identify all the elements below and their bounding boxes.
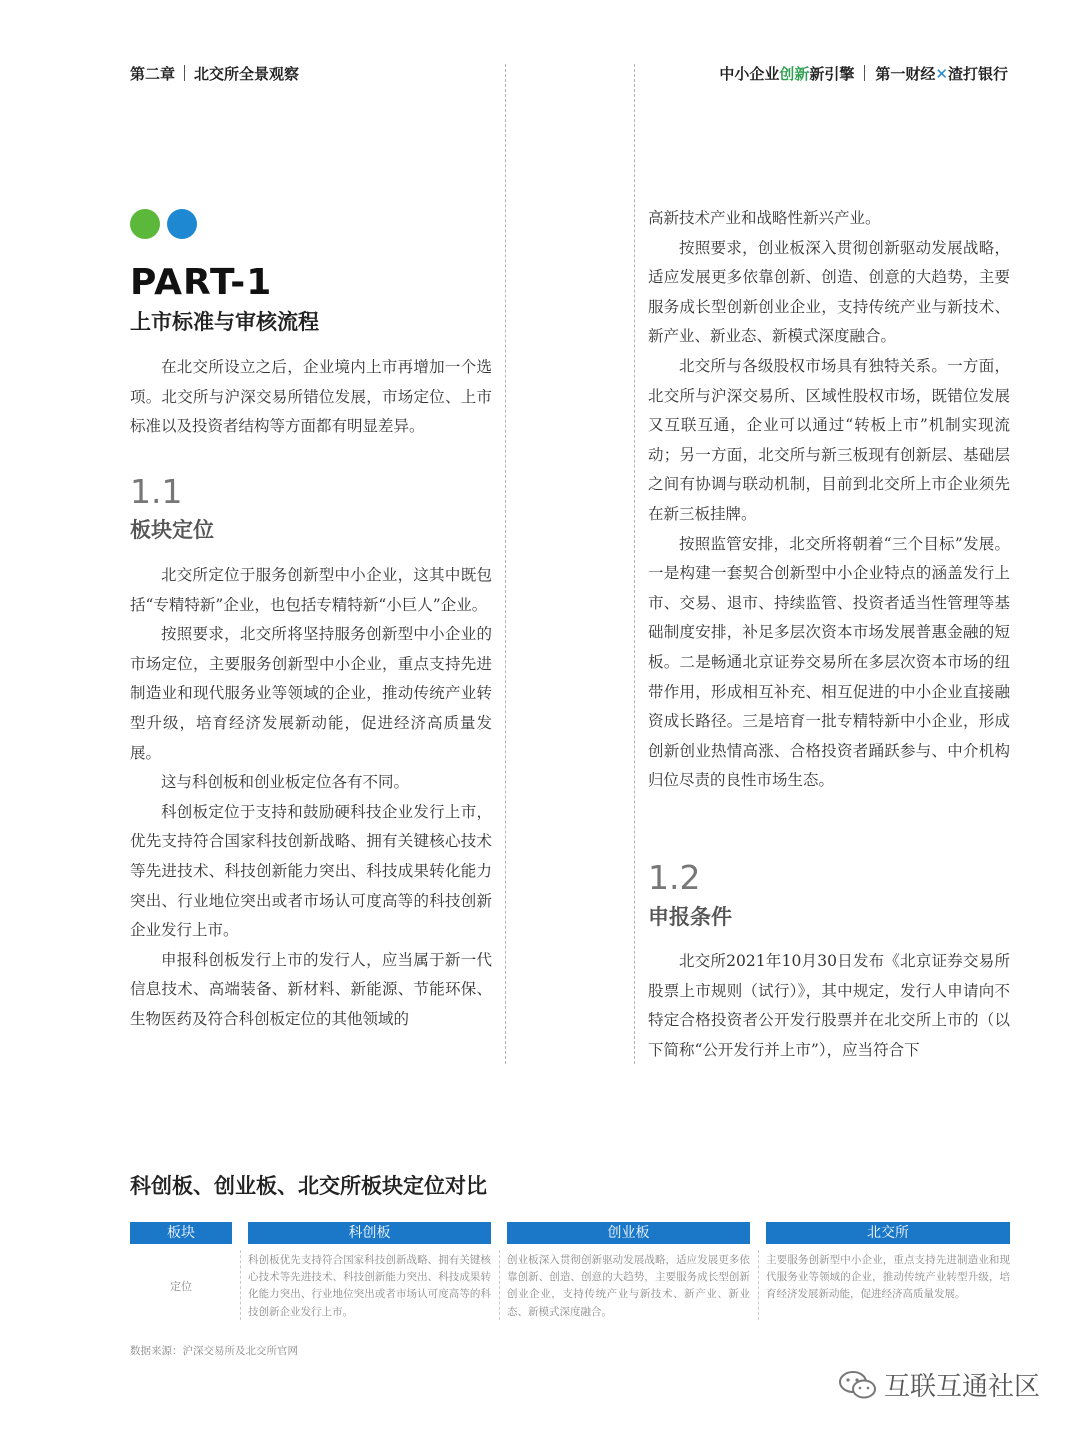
table-header-bse: 北交所 xyxy=(766,1222,1010,1244)
table-cell-divider xyxy=(499,1250,500,1320)
table-cell-chinext: 创业板深入贯彻创新驱动发展战略，适应发展更多依靠创新、创造、创意的大趋势，主要服务成长型创新创业企业，支持传统产业与新技术、新产业、新业态、新模式深度融合。 xyxy=(507,1254,750,1318)
section-title: 申报条件 xyxy=(648,905,732,929)
green-dot-icon xyxy=(130,209,160,239)
watermark xyxy=(838,1366,1040,1403)
section-title: 板块定位 xyxy=(130,518,214,542)
body-paragraph: 高新技术产业和战略性新兴产业。 xyxy=(648,209,881,227)
wechat-icon xyxy=(838,1370,878,1400)
series-title-highlight: 创新 xyxy=(779,65,810,83)
series-title-post: 新引擎 xyxy=(809,65,855,83)
watermark-text: 互联互通社区 xyxy=(884,1372,1041,1402)
blue-dot-icon xyxy=(167,209,197,239)
chapter-number: 第二章 xyxy=(130,65,176,83)
right-column-body xyxy=(648,204,1010,796)
body-paragraph: 科创板定位于支持和鼓励硬科技企业发行上市，优先支持符合国家科技创新战略、拥有关键核心技术等先进技术、科技创新能力突出、科技成果转化能力突出、行业地位突出或者市场认可度高等的科技创新企业发行上市。 xyxy=(130,802,492,940)
body-paragraph: 申报科创板发行上市的发行人，应当属于新一代信息技术、高端装备、新材料、新能源、节能环保、生物医药及符合科创板定位的其他领域的 xyxy=(130,950,492,1028)
table-title: 科创板、创业板、北交所板块定位对比 xyxy=(130,1174,487,1198)
section-number: 1.1 xyxy=(130,472,183,511)
table-cell-divider xyxy=(240,1250,241,1320)
header-divider xyxy=(184,65,185,81)
table-header-star: 科创板 xyxy=(248,1222,491,1244)
column-divider-left xyxy=(505,64,506,1064)
chapter-title: 北交所全景观察 xyxy=(194,65,300,83)
body-paragraph: 按照要求，北交所将坚持服务创新型中小企业的市场定位，主要服务创新型中小企业，重点支持先进制造业和现代服务业等领域的企业，推动传统产业转型升级，培育经济发展新动能，促进经济高质量发展。 xyxy=(130,625,492,762)
body-paragraph: 按照要求，创业板深入贯彻创新驱动发展战略，适应发展更多依靠创新、创造、创意的大趋势，主要服务成长型创新创业企业，支持传统产业与新技术、新产业、新业态、新模式深度融合。 xyxy=(648,238,1010,346)
body-paragraph: 北交所2021年10月30日发布《北京证券交易所股票上市规则（试行）》，其中规定，发行人申请向不特定合格投资者公开发行股票并在北交所上市的（以下简称“公开发行并上市”），应当符合下 xyxy=(648,952,1010,1059)
table-cell-star: 科创板优先支持符合国家科技创新战略、拥有关键核心技术等先进技术、科技创新能力突出、科技成果转化能力突出、行业地位突出或者市场认可度高等的科技创新企业发行上市。 xyxy=(248,1254,491,1318)
body-paragraph: 北交所与各级股权市场具有独特关系。一方面，北交所与沪深交易所、区域性股权市场，既错位发展又互联互通，企业可以通过“转板上市”机制实现流动；另一方面，北交所与新三板现有创新层、基础层之间有协调与联动机制，目前到北交所上市企业须先在新三板挂牌。 xyxy=(648,356,1010,523)
series-title-pre: 中小企业 xyxy=(719,65,780,83)
section-1-body xyxy=(130,561,492,1035)
partner-b: 渣打银行 xyxy=(947,65,1008,83)
body-paragraph: 按照监管安排，北交所将朝着“三个目标”发展。一是构建一套契合创新型中小企业特点的涵盖发行上市、交易、退市、持续监管、投资者适当性管理等基础制度安排，补足多层次资本市场发展普惠金融的短板。二是畅通北京证券交易所在多层次资本市场的纽带作用，形成相互补充、相互促进的中小企业直接融资成长路径。三是培育一批专精特新中小企业，形成创新创业热情高涨、合格投资者踊跃参与、中介机构归位尽责的良性市场生态。 xyxy=(648,534,1010,790)
series-header xyxy=(719,63,1008,84)
table-cell-divider xyxy=(758,1250,759,1320)
part-label: PART-1 xyxy=(130,262,273,303)
partner-a: 第一财经 xyxy=(875,65,936,83)
body-paragraph: 这与科创板和创业板定位各有不同。 xyxy=(161,773,410,792)
section-number: 1.2 xyxy=(648,858,701,897)
table-header-segment: 板块 xyxy=(130,1222,232,1244)
partner-cross-icon: ✕ xyxy=(935,65,948,83)
intro-paragraph: 在北交所设立之后，企业境内上市再增加一个选项。北交所与沪深交易所错位发展，市场定位、上市标准以及投资者结构等方面都有明显差异。 xyxy=(130,358,492,436)
part-title: 上市标准与审核流程 xyxy=(130,310,319,334)
table-row-label: 定位 xyxy=(170,1280,192,1293)
table-header-chinext: 创业板 xyxy=(507,1222,750,1244)
column-divider-right xyxy=(634,64,635,1064)
body-paragraph: 北交所定位于服务创新型中小企业，这其中既包括“专精特新”企业，也包括专精特新“小巨人”企业。 xyxy=(130,566,492,614)
chapter-header xyxy=(130,63,299,84)
table-cell-bse: 主要服务创新型中小企业，重点支持先进制造业和现代服务业等领域的企业，推动传统产业转型升级，培育经济发展新动能，促进经济高质量发展。 xyxy=(766,1254,1010,1301)
header-divider xyxy=(864,65,865,81)
data-source-note: 数据来源：沪深交易所及北交所官网 xyxy=(130,1345,298,1357)
